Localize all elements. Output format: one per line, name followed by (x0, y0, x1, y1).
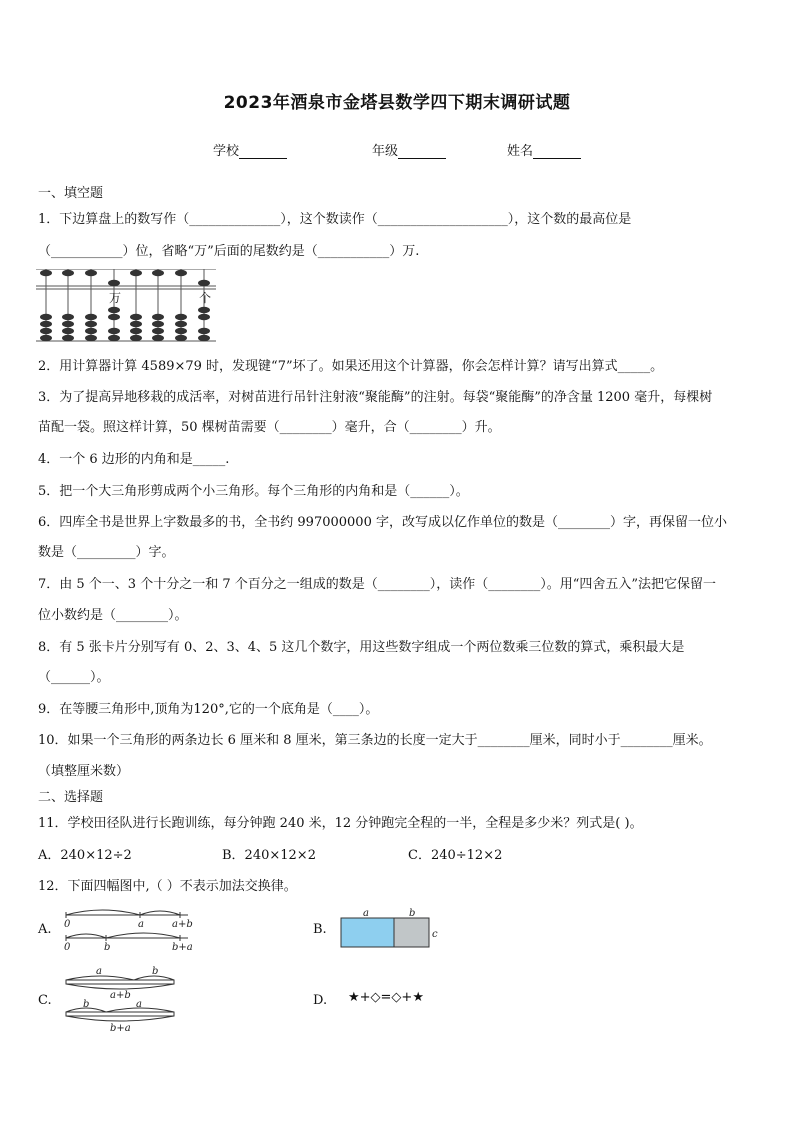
fig-c-top-a: a (96, 966, 102, 977)
fig-c-top-a-plus-b: a+b (110, 990, 131, 1001)
option-b-rectangle-figure (338, 906, 444, 950)
question-10-line-2: （填整厘米数） (38, 764, 130, 779)
fig-a-bottom-zero: 0 (64, 942, 71, 951)
fig-b-label-a: a (363, 908, 369, 919)
fig-a-bottom-b: b (104, 942, 111, 951)
question-2: 2．用计算器计算 4589×79 时，发现键“7”坏了。如果还用这个计算器，你会怎样计算？请写出算式_____。 (38, 359, 664, 374)
fig-c-bottom-a: a (136, 999, 142, 1010)
question-1-line-2: （___________）位，省略“万”后面的尾数约是（___________）万. (38, 244, 420, 259)
section-fill-blank: 一、填空题 (38, 186, 104, 201)
question-11: 11．学校田径队进行长跑训练，每分钟跑 240 米，12 分钟跑完全程的一半，全程是多少米？列式是( )。 (38, 816, 643, 831)
question-5: 5．把一个大三角形剪成两个小三角形。每个三角形的内角和是（______）。 (38, 484, 469, 499)
question-8-line-2: （______）。 (38, 670, 110, 685)
question-7-line-1: 7．由 5 个一、3 个十分之一和 7 个百分之一组成的数是（________），读作（________）。用“四舍五入”法把它保留一 (38, 577, 717, 592)
section-choice: 二、选择题 (38, 790, 104, 805)
question-12: 12．下面四幅图中,（ ）不表示加法交换律。 (38, 879, 297, 894)
name-field (507, 140, 581, 159)
question-12-option-d-label[interactable]: D. (313, 993, 328, 1008)
school-label: 学校 (213, 144, 240, 159)
fig-c-bottom-b: b (83, 999, 90, 1010)
rect-part-a (341, 918, 394, 947)
question-12-option-b-label[interactable]: B. (313, 922, 327, 937)
fig-b-label-c: c (432, 929, 438, 940)
fig-a-top-a-plus-b: a+b (172, 919, 193, 930)
question-6-line-2: 数是（_________）字。 (38, 545, 175, 560)
page-title: 2023年酒泉市金塔县数学四下期末调研试题 (223, 93, 571, 113)
name-label: 姓名 (507, 144, 534, 159)
abacus-ge-label: 个 (199, 291, 212, 305)
fig-a-bottom-b-plus-a: b+a (172, 942, 193, 951)
question-12-option-a-label[interactable]: A. (38, 922, 52, 937)
school-field (213, 140, 287, 159)
question-8-line-1: 8．有 5 张卡片分别写有 0、2、3、4、5 这几个数字，用这些数字组成一个两位数乘三位数的算式，乘积最大是 (38, 640, 685, 655)
fig-a-top-a: a (138, 919, 144, 930)
question-7-line-2: 位小数约是（________）。 (38, 608, 188, 623)
grade-label: 年级 (372, 144, 399, 159)
abacus-figure (36, 269, 216, 343)
fig-c-bottom-b-plus-a: b+a (110, 1023, 131, 1034)
question-4: 4．一个 6 边形的内角和是_____. (38, 452, 230, 467)
rect-part-b (394, 918, 429, 947)
option-d-symbol-equation: ★+◇=◇+★ (348, 990, 424, 1005)
option-a-number-line-figure (62, 905, 198, 951)
question-6-line-1: 6．四库全书是世界上字数最多的书，全书约 997000000 字，改写成以亿作单位的数是（________）字，再保留一位小 (38, 515, 727, 530)
option-c-segment-figure (62, 964, 182, 1042)
question-11-option-c[interactable]: C．240÷12×2 (408, 848, 503, 863)
question-3-line-2: 苗配一袋。照这样计算，50 棵树苗需要（________）毫升，合（________）升。 (38, 420, 501, 435)
abacus-wan-label: 万 (109, 291, 122, 305)
question-9: 9．在等腰三角形中,顶角为120°,它的一个底角是（____）。 (38, 702, 379, 717)
fig-c-top-b: b (152, 966, 159, 977)
question-11-option-a[interactable]: A．240×12÷2 (38, 848, 132, 863)
grade-blank[interactable] (398, 146, 446, 159)
name-blank[interactable] (533, 146, 581, 159)
grade-field (372, 140, 446, 159)
question-10-line-1: 10．如果一个三角形的两条边长 6 厘米和 8 厘米，第三条边的长度一定大于________厘米，同时小于________厘米。 (38, 733, 712, 748)
question-3-line-1: 3．为了提高异地移栽的成活率，对树苗进行吊针注射液“聚能酶”的注射。每袋“聚能酶”的净含量 1200 毫升，每棵树 (38, 390, 713, 405)
question-11-option-b[interactable]: B．240×12×2 (222, 848, 316, 863)
school-blank[interactable] (239, 146, 287, 159)
question-1-line-1: 1．下边算盘上的数写作（______________），这个数读作（____________________），这个数的最高位是 (38, 212, 632, 227)
question-12-option-c-label[interactable]: C. (38, 993, 52, 1008)
fig-b-label-b: b (409, 908, 416, 919)
fig-a-top-zero: 0 (64, 919, 71, 930)
